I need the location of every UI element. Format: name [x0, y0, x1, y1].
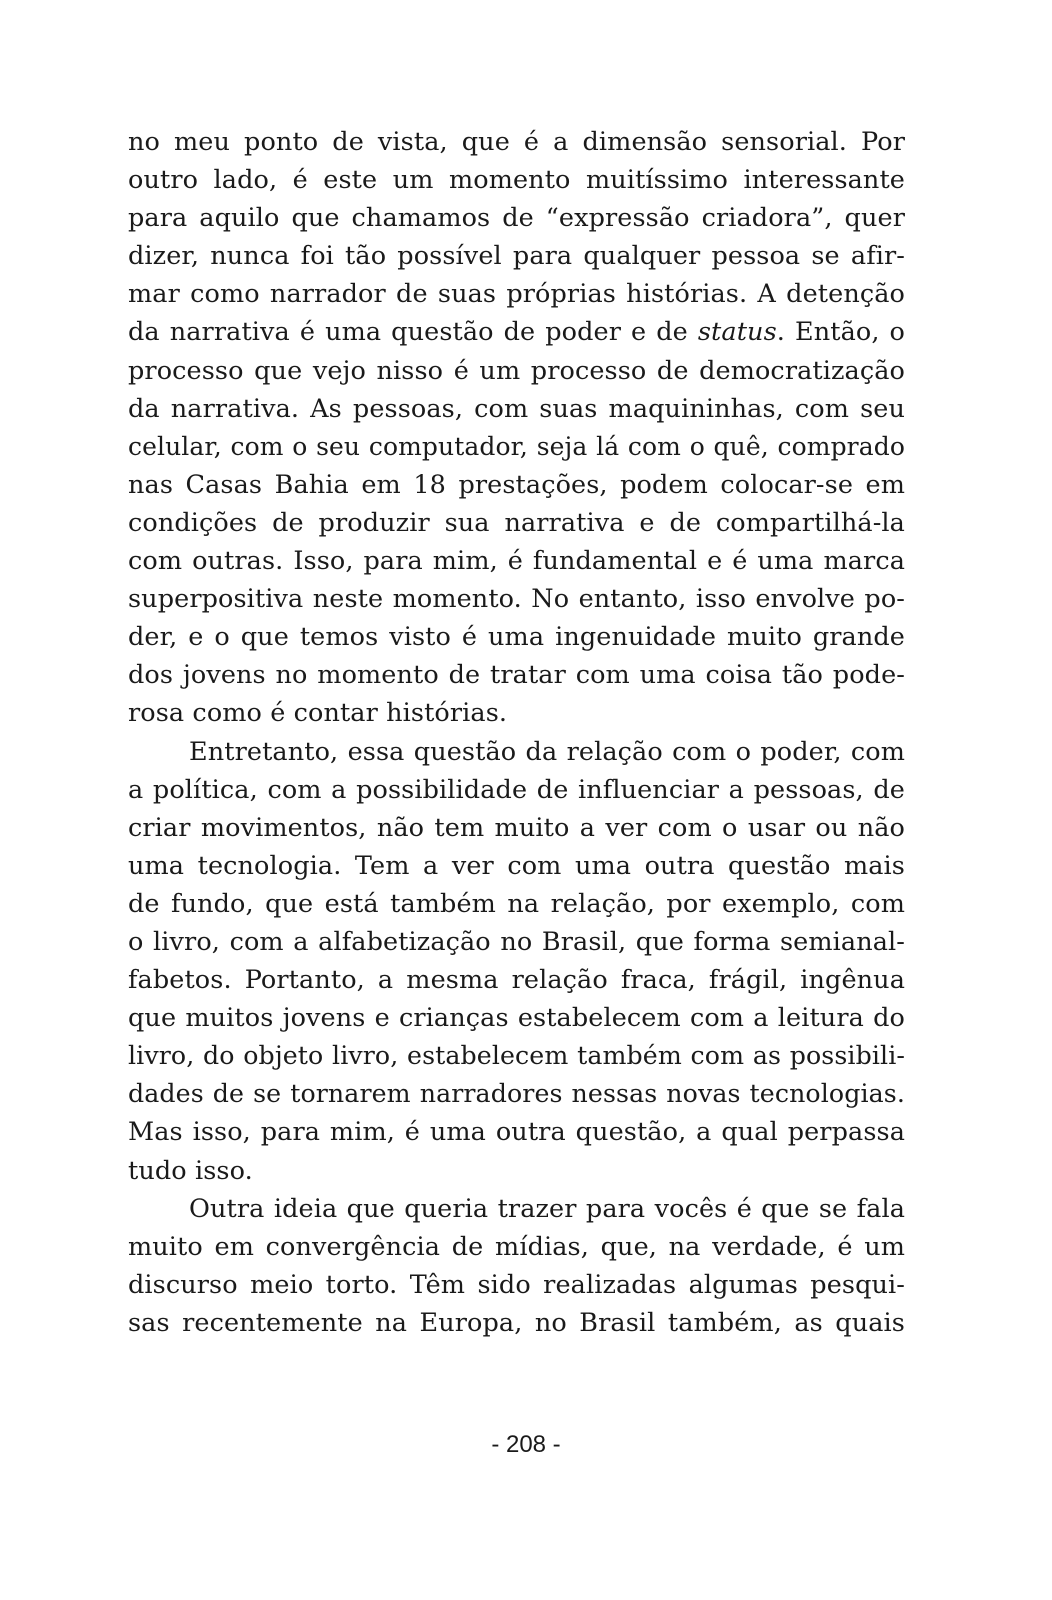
text-line: dizer, nunca foi tão possível para qualquer pessoa se afir- [128, 241, 905, 272]
text-line: da narrativa. As pessoas, com suas maquininhas, com seu [128, 393, 905, 424]
text-line: mar como narrador de suas próprias histórias. A detenção [128, 279, 905, 310]
text-line: livro, do objeto livro, estabelecem também com as possibili- [128, 1041, 905, 1071]
text-line: para aquilo que chamamos de “expressão criadora”, quer [128, 203, 905, 234]
text-line: no meu ponto de vista, que é a dimensão sensorial. Por [128, 127, 905, 157]
text-line: dos jovens no momento de tratar com uma coisa tão pode- [128, 660, 905, 691]
text-line: nas Casas Bahia em 18 prestações, podem colocar-se em [128, 469, 905, 500]
text-line: criar movimentos, não tem muito a ver com o usar ou não [128, 812, 905, 843]
text-line: condições de produzir sua narrativa e de compartilhá-la [128, 507, 905, 538]
text-line: a política, com a possibilidade de influenciar a pessoas, de [128, 774, 905, 805]
text-line: discurso meio torto. Têm sido realizadas algumas pesqui- [128, 1269, 905, 1300]
text-line: superpositiva neste momento. No entanto, isso envolve po- [128, 584, 905, 615]
text-line: de fundo, que está também na relação, por exemplo, com [128, 888, 905, 919]
page-number: - 208 - [491, 1431, 561, 1458]
text-line: der, e o que temos visto é uma ingenuidade muito grande [128, 622, 905, 653]
text-line: Outra ideia que queria trazer para vocês é que se fala [189, 1193, 905, 1224]
text-line: da narrativa é uma questão de poder e de status. Então, o [128, 317, 905, 348]
text-line: Mas isso, para mim, é uma outra questão, a qual perpassa [128, 1117, 905, 1148]
body-text [128, 123, 905, 1342]
text-line: uma tecnologia. Tem a ver com uma outra questão mais [128, 850, 905, 881]
text-line: muito em convergência de mídias, que, na verdade, é um [128, 1231, 905, 1262]
text-line: dades de se tornarem narradores nessas novas tecnologias. [128, 1079, 905, 1109]
text-line: com outras. Isso, para mim, é fundamental e é uma marca [128, 546, 905, 577]
text-line: o livro, com a alfabetização no Brasil, que forma semianal- [128, 926, 905, 957]
text-line: Entretanto, essa questão da relação com o poder, com [189, 736, 905, 767]
text-line: que muitos jovens e crianças estabelecem com a leitura do [128, 1003, 905, 1034]
text-line: outro lado, é este um momento muitíssimo interessante [128, 165, 905, 196]
text-line: processo que vejo nisso é um processo de democratização [128, 355, 905, 386]
text-line: celular, com o seu computador, seja lá com o quê, comprado [128, 431, 905, 461]
text-line: tudo isso. [128, 1155, 253, 1186]
emphasized-word: status [697, 317, 777, 348]
text-line: rosa como é contar histórias. [128, 698, 508, 729]
text-line: sas recentemente na Europa, no Brasil também, as quais [128, 1307, 905, 1338]
text-line: fabetos. Portanto, a mesma relação fraca, frágil, ingênua [128, 965, 905, 996]
